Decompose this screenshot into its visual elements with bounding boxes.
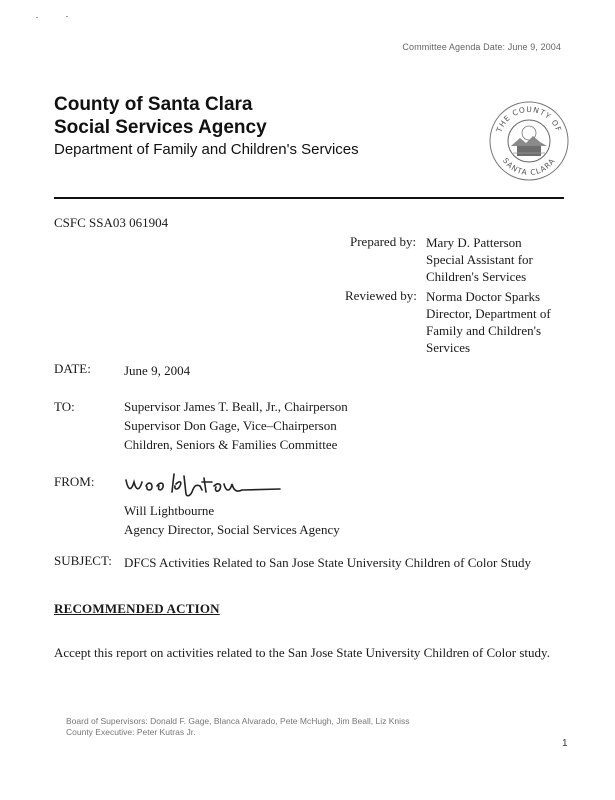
recipient-line: Children, Seniors & Families Committee	[124, 437, 338, 452]
prepared-by-label: Prepared by:	[350, 234, 417, 249]
county-name: County of Santa Clara	[54, 94, 253, 115]
document-id: CSFC SSA03 061904	[54, 215, 169, 230]
page-number: 1	[562, 738, 568, 749]
reviewed-by-line: Services	[426, 340, 471, 355]
footer-executive: County Executive: Peter Kutras Jr.	[66, 727, 196, 737]
date-label: DATE:	[54, 361, 91, 376]
recommended-action-heading: RECOMMENDED ACTION	[54, 601, 220, 616]
to-recipients	[124, 397, 348, 454]
subject-value: DFCS Activities Related to San Jose State University Children of Color Study	[124, 555, 531, 570]
subject-label: SUBJECT:	[54, 553, 112, 568]
scan-speck	[36, 17, 38, 18]
recipient-line: Supervisor James T. Beall, Jr., Chairperson	[124, 399, 348, 414]
prepared-by-line: Special Assistant for	[426, 252, 533, 267]
seal-top-text: THE COUNTY OF	[494, 104, 564, 134]
recipient-line: Supervisor Don Gage, Vice–Chairperson	[124, 418, 337, 433]
reviewed-by-block	[426, 288, 551, 356]
recommended-action-body: Accept this report on activities related to the San Jose State University Children of Color study.	[54, 645, 550, 660]
prepared-by-line: Mary D. Patterson	[426, 235, 522, 250]
from-label: FROM:	[54, 474, 95, 489]
reviewed-by-label: Reviewed by:	[345, 288, 417, 303]
county-seal-icon	[488, 100, 570, 182]
sender-line: Will Lightbourne	[124, 503, 215, 518]
from-sender	[124, 501, 340, 539]
sender-line: Agency Director, Social Services Agency	[124, 522, 340, 537]
date-value: June 9, 2004	[124, 363, 191, 378]
prepared-by-block	[426, 234, 533, 285]
reviewed-by-line: Director, Department of	[426, 306, 551, 321]
scan-speck	[66, 16, 68, 17]
svg-text:SANTA CLARA	[501, 156, 557, 177]
prepared-by-line: Children's Services	[426, 269, 527, 284]
footer-supervisors: Board of Supervisors: Donald F. Gage, Blanca Alvarado, Pete McHugh, Jim Beall, Liz Kniss	[66, 716, 410, 726]
reviewed-by-line: Norma Doctor Sparks	[426, 289, 541, 304]
header-divider	[54, 197, 564, 199]
reviewed-by-line: Family and Children's	[426, 323, 542, 338]
footer	[66, 716, 409, 738]
signature-icon	[122, 470, 282, 500]
department-name: Department of Family and Children's Services	[54, 141, 359, 158]
seal-bottom-text: SANTA CLARA	[500, 156, 558, 178]
to-label: TO:	[54, 399, 75, 414]
agenda-date: Committee Agenda Date: June 9, 2004	[402, 42, 561, 52]
agency-name: Social Services Agency	[54, 117, 267, 138]
